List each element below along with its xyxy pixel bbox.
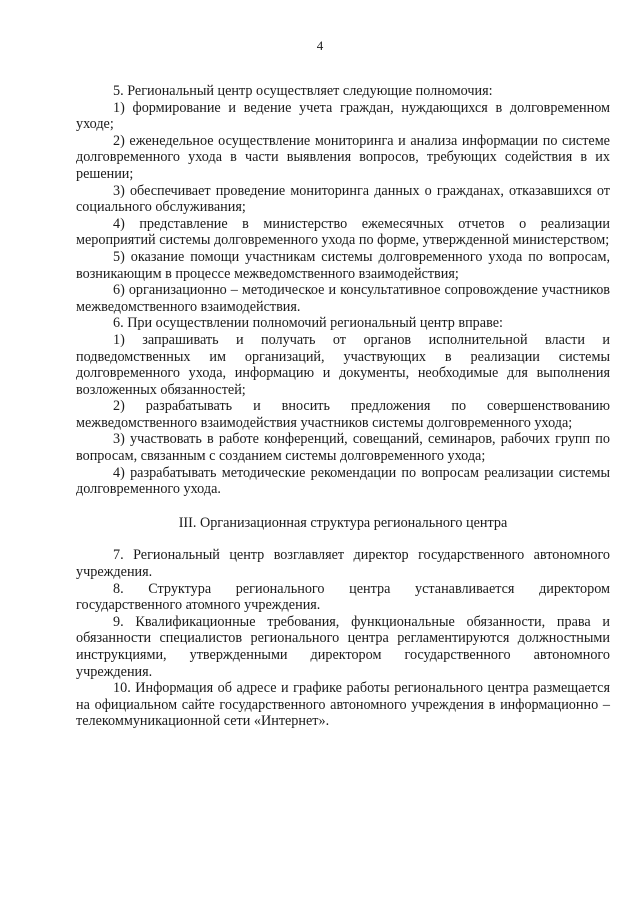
list-item: 3) обеспечивает проведение мониторинга данных о гражданах, отказавшихся от социального обслуживания;	[76, 182, 610, 216]
list-item: 3) участвовать в работе конференций, совещаний, семинаров, рабочих групп по вопросам, связанным с созданием системы долговременного ухода;	[76, 431, 610, 465]
document-body	[76, 83, 610, 730]
list-item: 1) формирование и ведение учета граждан, нуждающихся в долговременном уходе;	[76, 99, 610, 133]
paragraph-item-6: 6. При осуществлении полномочий региональный центр вправе:	[113, 315, 503, 332]
list-item: 4) разрабатывать методические рекомендации по вопросам реализации системы долговременного ухода.	[76, 464, 610, 498]
paragraph-item-8: 8. Структура регионального центра устанавливается директором государственного атомного учреждения.	[76, 580, 610, 614]
list-item: 1) запрашивать и получать от органов исполнительной власти и подведомственных им организаций, участвующих в реализации системы долговременного ухода, информацию и документы, необходимые для выполнения возложенных обязанностей;	[76, 331, 610, 398]
page-number: 4	[316, 38, 324, 53]
list-item: 5) оказание помощи участникам системы долговременного ухода по вопросам, возникающим в процессе межведомственного взаимодействия;	[76, 248, 610, 282]
paragraph-item-10: 10. Информация об адресе и графике работы регионального центра размещается на официальном сайте государственного автономного учреждения в информационно – телекоммуникационной сети «Интернет».	[76, 680, 610, 730]
paragraph-item-5: 5. Региональный центр осуществляет следующие полномочия:	[113, 83, 493, 99]
section-heading: III. Организационная структура регионального центра	[178, 514, 508, 531]
list-item: 6) организационно – методическое и консультативное сопровождение участников межведомственного взаимодействия.	[76, 282, 610, 315]
paragraph-item-9: 9. Квалификационные требования, функциональные обязанности, права и обязанности специалистов регионального центра регламентируются должностными инструкциями, утвержденными директором государственного автономного учреждения.	[76, 613, 610, 680]
paragraph-item-7: 7. Региональный центр возглавляет директор государственного автономного учреждения.	[76, 547, 610, 581]
list-item: 2) разрабатывать и вносить предложения по совершенствованию межведомственного взаимодействия участников системы долговременного ухода;	[76, 398, 610, 431]
list-item: 4) представление в министерство ежемесячных отчетов о реализации мероприятий системы долговременного ухода по форме, утвержденной министерством;	[76, 215, 610, 249]
powers-section	[76, 83, 610, 498]
list-item: 2) еженедельное осуществление мониторинга и анализа информации по системе долговременного ухода в части выявления вопросов, требующих содействия в их решении;	[76, 132, 610, 182]
structure-section	[76, 547, 610, 730]
